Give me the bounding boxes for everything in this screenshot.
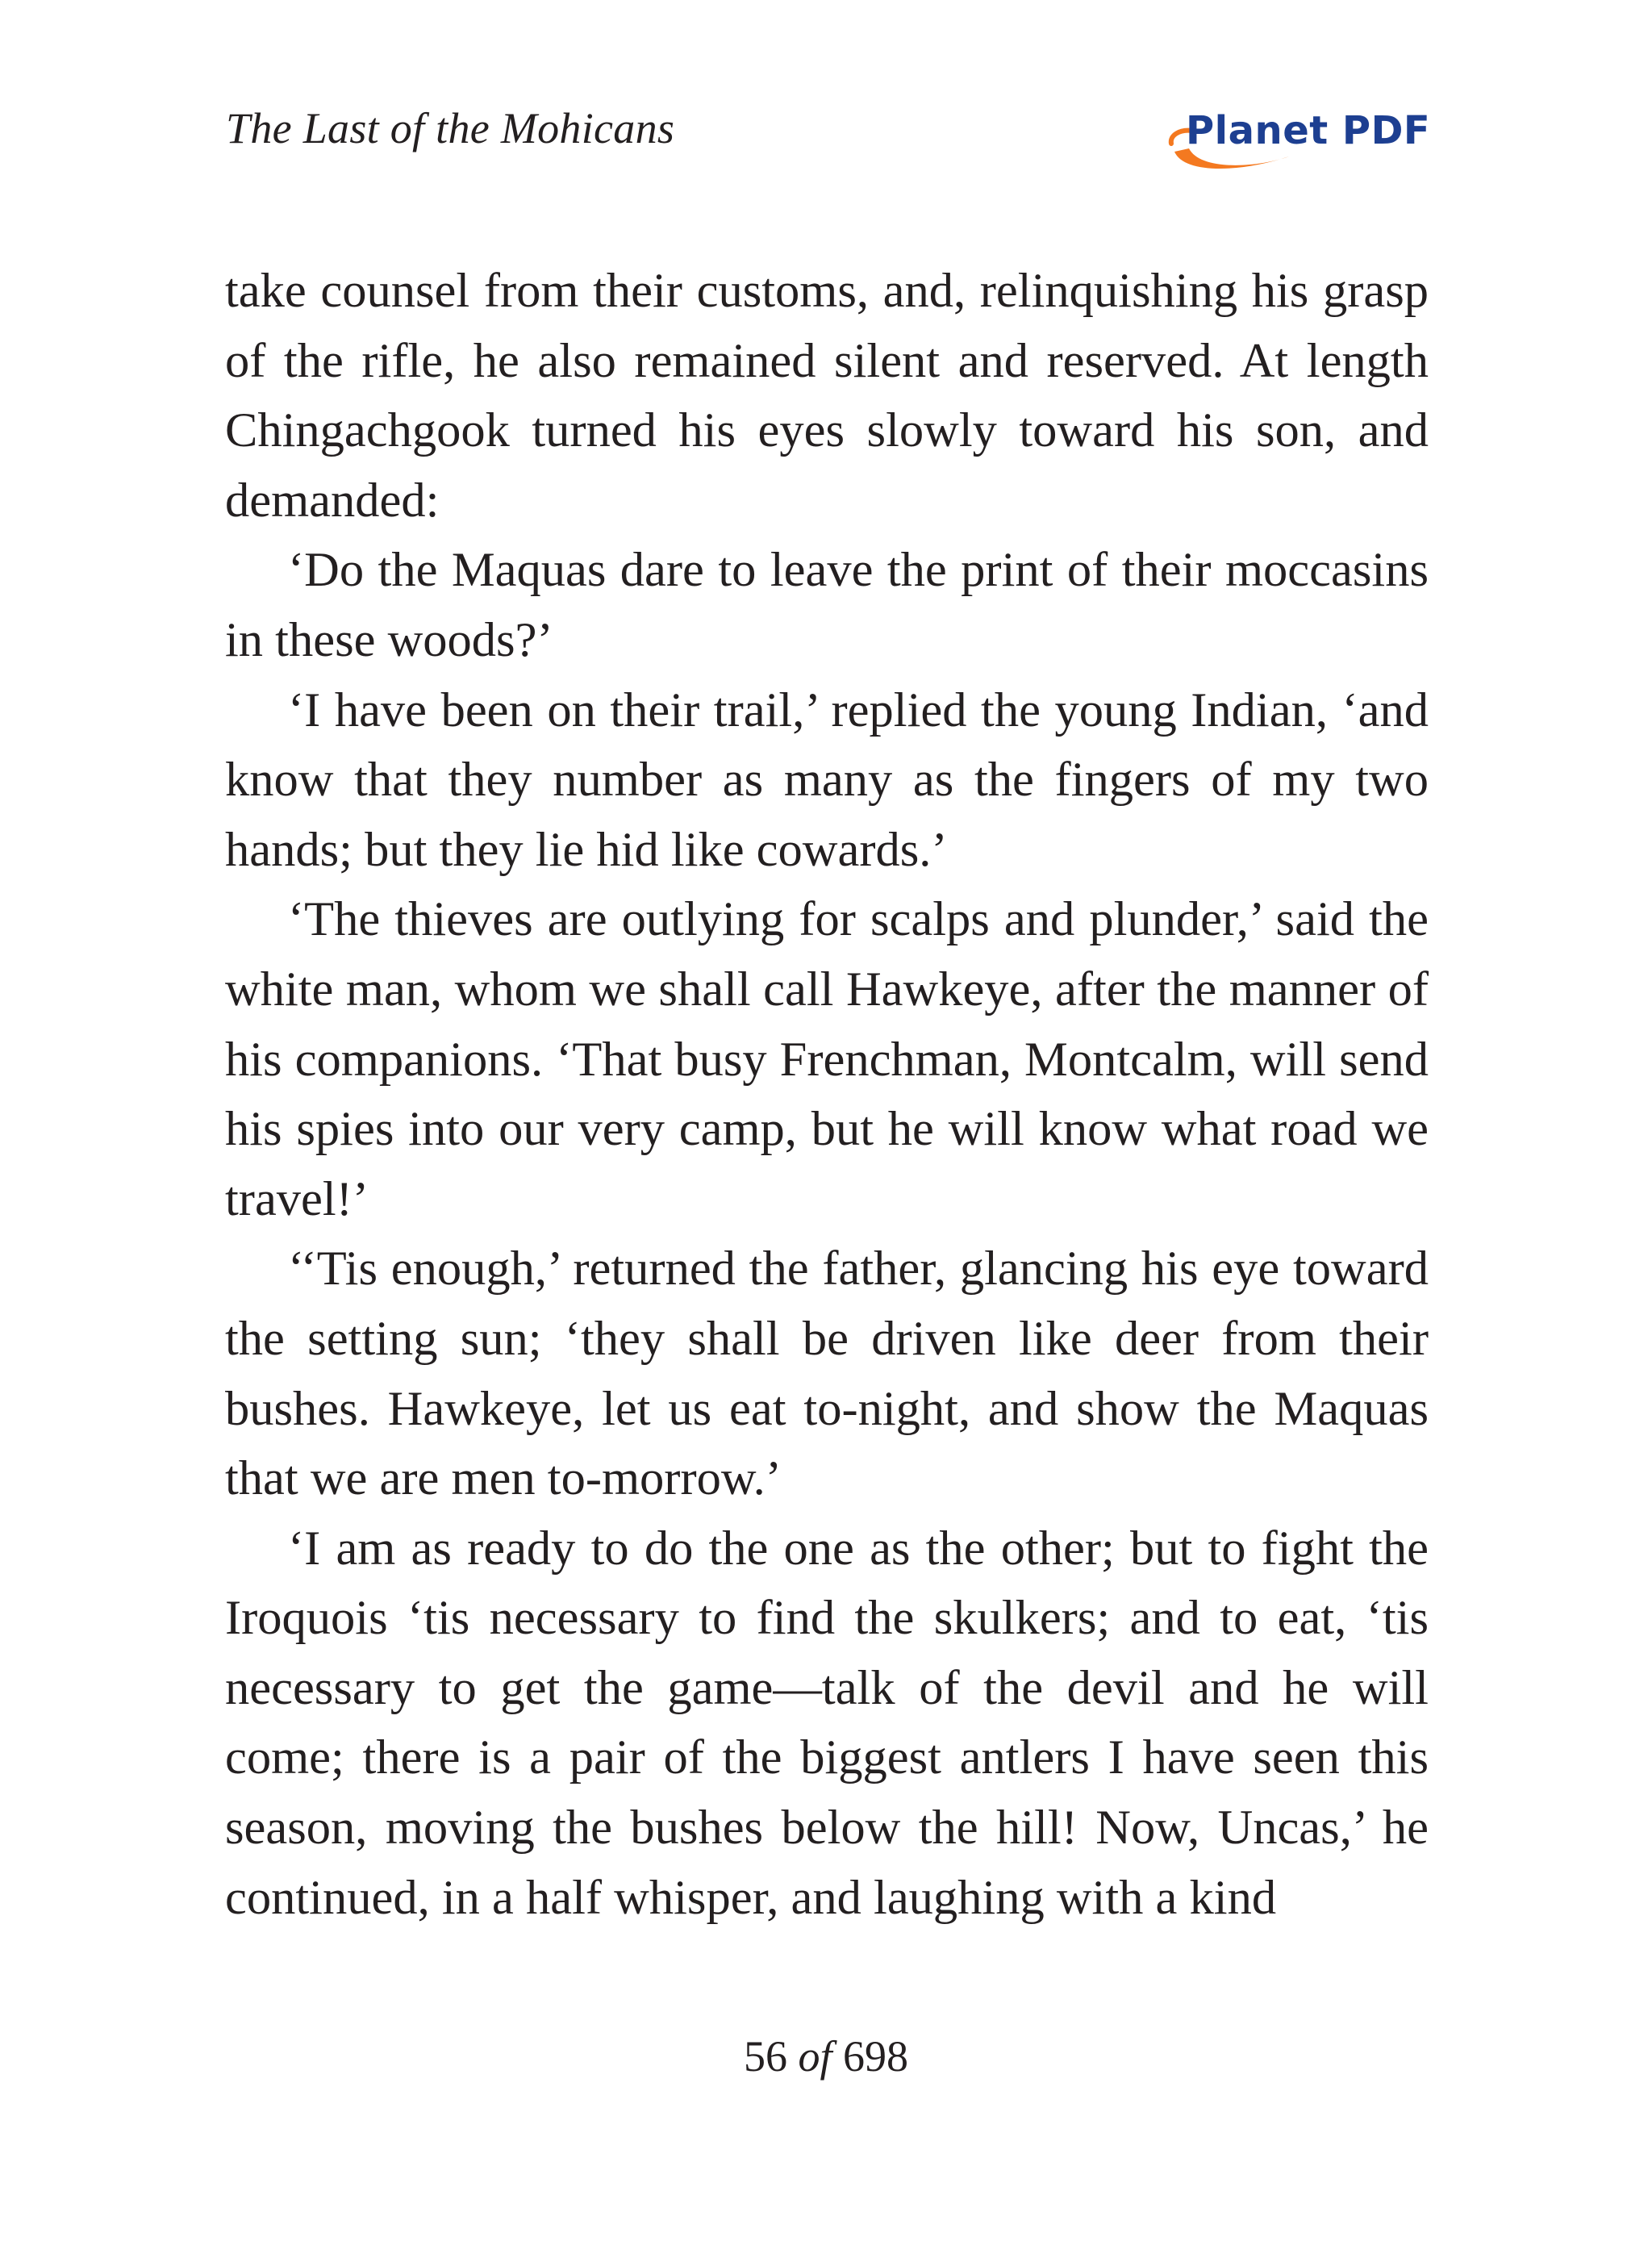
page-number: 56 bbox=[743, 2032, 787, 2081]
logo-text: Planet PDF bbox=[1186, 108, 1431, 153]
paragraph: ‘I am as ready to do the one as the other; but to fight the Iroquois ‘tis necessary to find the skulkers; and to eat, ‘tis necessary to get the game—talk of the devil and he will come; there is a pair of the biggest antlers I have seen this season, moving the bushes below the hill! Now, Uncas,’ he continued, in a half whisper, and laughing with a kind bbox=[225, 1521, 1429, 1925]
body-text bbox=[225, 257, 1429, 1933]
planet-pdf-logo bbox=[1168, 103, 1431, 176]
paragraph: take counsel from their customs, and, relinquishing his grasp of the rifle, he also remained silent and reserved. At length Chingachgook turned his eyes slowly toward his son, and demanded: bbox=[225, 264, 1429, 528]
paragraph: ‘‘Tis enough,’ returned the father, glancing his eye toward the setting sun; ‘they shall be driven like deer from their bushes. Hawkeye, let us eat to-night, and show the Maquas that we are men to-morrow.’ bbox=[225, 1242, 1429, 1506]
paragraph: ‘The thieves are outlying for scalps and plunder,’ said the white man, whom we shall call Hawkeye, after the manner of his companions. ‘That busy Frenchman, Montcalm, will send his spies into our very camp, but he will know what road we travel!’ bbox=[225, 892, 1429, 1226]
paragraph: ‘I have been on their trail,’ replied the young Indian, ‘and know that they number as many as the fingers of my two hands; but they lie hid like cowards.’ bbox=[225, 682, 1429, 877]
paragraph: ‘Do the Maquas dare to leave the print of their moccasins in these woods?’ bbox=[225, 543, 1429, 667]
total-pages: 698 bbox=[843, 2032, 908, 2081]
page-footer bbox=[0, 2031, 1652, 2081]
page-of-word: of bbox=[798, 2032, 832, 2081]
book-title: The Last of the Mohicans bbox=[226, 104, 675, 152]
